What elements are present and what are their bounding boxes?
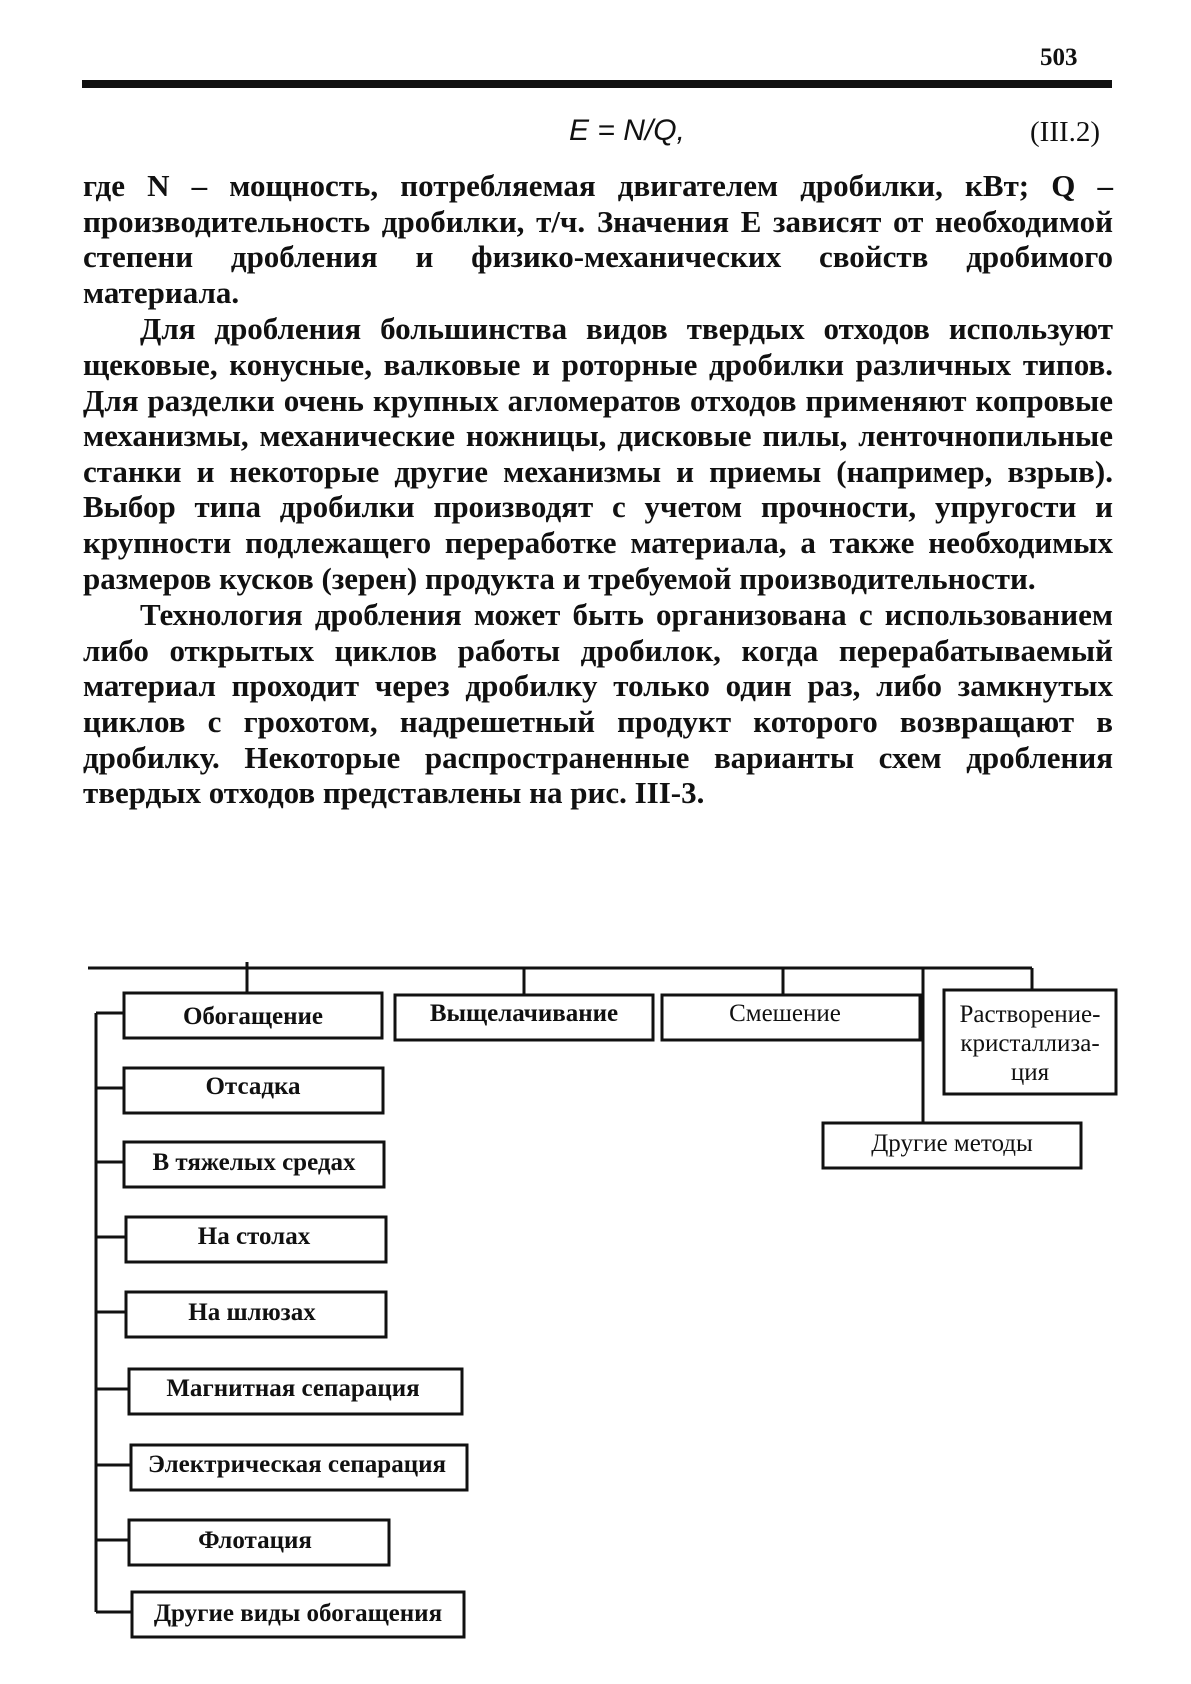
box-flotation bbox=[129, 1520, 389, 1565]
formula-expression: E = N/Q, bbox=[569, 114, 685, 147]
box-sluices-label: На шлюзах bbox=[188, 1299, 316, 1326]
box-enrichment-label: Обогащение bbox=[182, 1003, 324, 1030]
box-sluices bbox=[126, 1292, 386, 1337]
box-other-methods bbox=[823, 1123, 1081, 1168]
box-magnetic-separation bbox=[129, 1369, 462, 1414]
box-jigging-label: Отсадка bbox=[205, 1073, 301, 1100]
box-dissolution-crystallization bbox=[944, 990, 1116, 1094]
page-number: 503 bbox=[1040, 44, 1078, 71]
box-other-enrichment-label: Другие виды обогащения bbox=[153, 1600, 443, 1627]
box-tables-label: На столах bbox=[197, 1223, 311, 1250]
box-heavy-media-label: В тяжелых средах bbox=[152, 1149, 356, 1176]
box-magnetic-separation-label: Магнитная сепарация bbox=[166, 1375, 420, 1402]
box-enrichment bbox=[124, 993, 382, 1038]
formula-number: (III.2) bbox=[1030, 116, 1101, 148]
box-flotation-label: Флотация bbox=[198, 1527, 312, 1554]
box-mixing-label: Смешение bbox=[729, 1000, 841, 1027]
box-dissolution-label-3: ция bbox=[1010, 1059, 1050, 1086]
box-leaching-label: Выщелачивание bbox=[429, 1000, 619, 1027]
box-jigging bbox=[124, 1068, 383, 1113]
box-other-methods-label: Другие методы bbox=[871, 1130, 1033, 1157]
box-electric-separation bbox=[131, 1445, 467, 1490]
box-mixing bbox=[662, 995, 920, 1040]
box-heavy-media bbox=[124, 1142, 384, 1187]
box-other-enrichment bbox=[132, 1592, 464, 1637]
diagram-connectors bbox=[88, 962, 1032, 1612]
paragraph-crushing-technology: Технология дробления может быть организована с использованием либо открытых циклов работы дробилок, когда перерабатываемый материал проходит через дробилку только один раз, либо замкнутых циклов с грохотом, надрешетный продукт которого возвращают в дробилку. Некоторые распространенные варианты схем дробления твердых отходов представлены на рис. III-3. bbox=[83, 597, 1113, 811]
box-leaching bbox=[395, 995, 653, 1040]
box-tables bbox=[126, 1217, 386, 1262]
box-dissolution-label-2: кристаллиза- bbox=[960, 1030, 1100, 1057]
box-electric-separation-label: Электрическая сепарация bbox=[147, 1451, 447, 1478]
paragraph-crusher-types: Для дробления большинства видов твердых отходов используют щековые, конусные, валковые и роторные дробилки различных типов. Для разделки очень крупных агломератов отходов применяют копровые механизмы, механические ножницы, дисковые пилы, ленточнопильные станки и некоторые другие механизмы и приемы (например, взрыв). Выбор типа дробилки производят с учетом прочности, упругости и крупности подлежащего переработке материала, а также необходимых размеров кусков (зерен) продукта и требуемой производительности. bbox=[83, 311, 1113, 596]
paragraph-formula-explanation: где N – мощность, потребляемая двигателем дробилки, кВт; Q – производительность дробилки, т/ч. Значения E зависят от необходимой степени дробления и физико-механических свойств дробимого материала. bbox=[83, 168, 1113, 310]
box-dissolution-label-1: Растворение- bbox=[959, 1001, 1101, 1028]
